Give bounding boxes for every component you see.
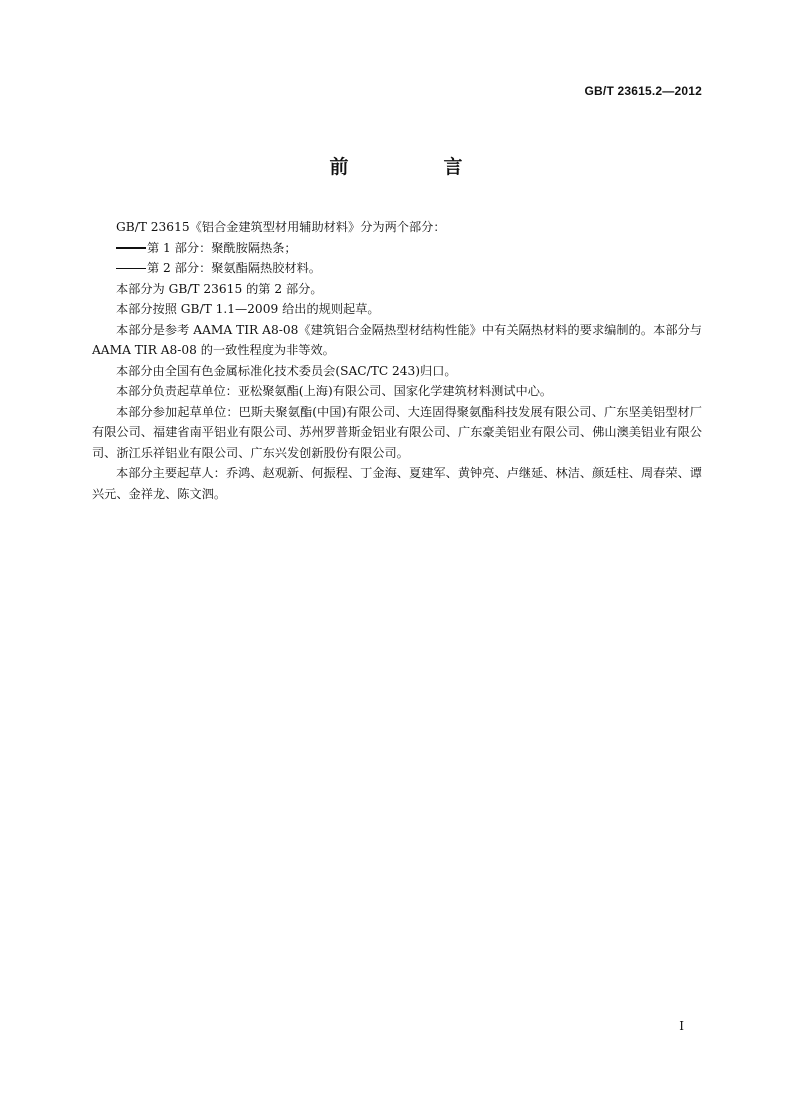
- paragraph-drafting-rules: 本部分按照 GB/T 1.1—2009 给出的规则起草。: [116, 302, 380, 316]
- paragraph-responsible-units: 本部分负责起草单位：亚松聚氨酯(上海)有限公司、国家化学建筑材料测试中心。: [116, 384, 553, 398]
- dash-mark: [116, 268, 146, 269]
- paragraph-parts-intro: GB/T 23615《铝合金建筑型材用辅助材料》分为两个部分：: [116, 220, 446, 234]
- list-item-part-1: [92, 238, 702, 259]
- list-item-text: 第 2 部分：聚氨酯隔热胶材料。: [147, 261, 321, 275]
- paragraph-committee: 本部分由全国有色金属标准化技术委员会(SAC/TC 243)归口。: [116, 363, 457, 378]
- page-title: 前 言: [329, 156, 501, 178]
- list-item-text: 第 1 部分：聚酰胺隔热条；: [147, 240, 297, 255]
- standard-number: GB/T 23615.2—2012: [584, 84, 702, 98]
- foreword-body: [92, 217, 702, 504]
- paragraph-this-part: 本部分为 GB/T 23615 的第 2 部分。: [116, 281, 323, 296]
- paragraph-reference: 本部分是参考 AAMA TIR A8-08《建筑铝合金隔热型材结构性能》中有关隔热材料的要求编制的。本部分与 AAMA TIR A8-08 的一致性程度为非等效。: [92, 322, 702, 357]
- page-number: I: [679, 1019, 684, 1033]
- paragraph-participating-units: 本部分参加起草单位：巴斯夫聚氨酯(中国)有限公司、大连固得聚氨酯科技发展有限公司、广东坚美铝型材厂有限公司、福建省南平铝业有限公司、苏州罗普斯金铝业有限公司、广东豪美铝业有限公司、佛山澳美铝业有限公司、浙江乐祥铝业有限公司、广东兴发创新股份有限公司。: [92, 404, 702, 460]
- dash-mark: [116, 247, 146, 248]
- paragraph-drafters: 本部分主要起草人：乔鸿、赵观新、何振程、丁金海、夏建军、黄钟亮、卢继延、林洁、颜廷柱、周春荣、谭兴元、金祥龙、陈文泗。: [92, 466, 702, 501]
- list-item-part-2: [92, 258, 702, 279]
